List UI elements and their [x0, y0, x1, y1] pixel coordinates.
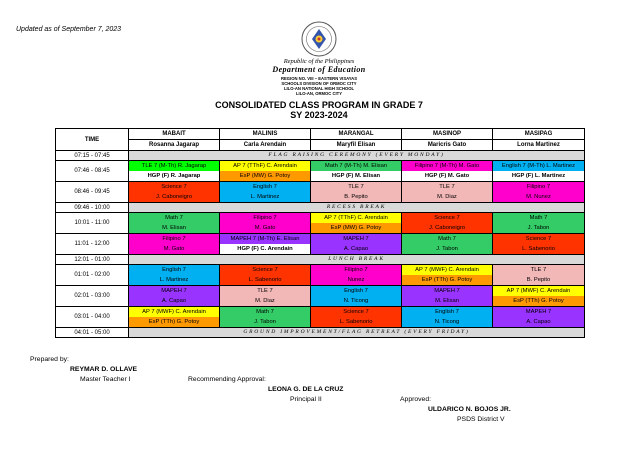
class-cell	[311, 265, 402, 286]
class-cell	[402, 234, 493, 255]
class-cell	[311, 286, 402, 307]
subject-line: English 7	[311, 286, 401, 296]
teacher-line: HGP (F) L. Martinez	[493, 171, 584, 181]
teacher-line: HGP (F) C. Arendain	[220, 244, 310, 254]
section-adviser: Carla Arendain	[220, 140, 311, 151]
subject-line: Science 7	[220, 265, 310, 275]
subject-line: Math 7	[129, 213, 219, 223]
page-title: CONSOLIDATED CLASS PROGRAM IN GRADE 7	[215, 100, 423, 110]
teacher-line: A. Capao	[129, 296, 219, 306]
class-cell	[402, 286, 493, 307]
class-cell	[402, 161, 493, 182]
break-label: LUNCH BREAK	[129, 255, 585, 265]
teacher-line: A. Capao	[311, 244, 401, 254]
section-adviser: Maryfil Elisan	[311, 140, 402, 151]
break-label: RECESS BREAK	[129, 203, 585, 213]
section-adviser: Rosanna Jagarap	[129, 140, 220, 151]
class-cell	[220, 161, 311, 182]
class-cell	[220, 234, 311, 255]
subject-line: English 7	[129, 265, 219, 275]
teacher-line: HGP (F) M. Elisan	[311, 171, 401, 181]
break-row	[56, 151, 585, 161]
section-name: MASIPAG	[493, 129, 585, 140]
class-cell	[402, 182, 493, 203]
teacher-line: M. Nunez	[493, 192, 584, 202]
class-cell	[220, 265, 311, 286]
subject-line: Filipino 7	[311, 265, 401, 275]
division-line: SCHOOLS DIVISION OF ORMOC CITY	[281, 81, 357, 86]
updated-date: Updated as of September 7, 2023	[16, 26, 122, 33]
teacher-line: B. Pepito	[311, 192, 401, 202]
teacher-line: HGP (F) R. Jagarap	[129, 171, 219, 181]
schedule-row	[56, 213, 585, 234]
class-cell	[129, 286, 220, 307]
teacher-line: J. Tabon	[402, 244, 492, 254]
subject-line: Science 7	[493, 234, 584, 244]
subject-line: TLE 7	[220, 286, 310, 296]
time-slot: 08:46 - 09:45	[56, 182, 129, 203]
class-cell	[220, 286, 311, 307]
teacher-line: L. Sabenorio	[493, 244, 584, 254]
class-cell	[493, 286, 585, 307]
teacher-line: M. Diaz	[402, 192, 492, 202]
subject-line: TLE 7	[311, 182, 401, 192]
subject-line: MAPEH 7	[493, 307, 584, 317]
subject-line: MAPEH 7	[129, 286, 219, 296]
prepared-by-label: Prepared by:	[30, 356, 69, 363]
class-cell	[129, 161, 220, 182]
break-label: GROUND IMPROVEMENT/FLAG RETREAT (EVERY FRIDAY)	[129, 328, 585, 338]
teacher-line: J. Tabon	[220, 317, 310, 327]
recommender-name: LEONA G. DE LA CRUZ	[268, 386, 344, 393]
subject-line: MAPEH 7 (M-Th) E. Elisan	[220, 234, 310, 244]
subject-line: English 7	[402, 307, 492, 317]
teacher-line: EsP (TTh) G. Potoy	[129, 317, 219, 327]
subject-line: TLE 7	[402, 182, 492, 192]
class-cell	[311, 307, 402, 328]
teacher-line: M. Gato	[129, 244, 219, 254]
time-slot: 01:01 - 02:00	[56, 265, 129, 286]
subject-line: Filipino 7	[129, 234, 219, 244]
subject-line: Science 7	[311, 307, 401, 317]
class-cell	[311, 234, 402, 255]
address-line: LILO-AN, ORMOC CITY	[295, 91, 343, 96]
teacher-line: L. Sabenorio	[220, 275, 310, 285]
subject-line: TLE 7	[493, 265, 584, 275]
class-cell	[220, 213, 311, 234]
class-cell	[311, 182, 402, 203]
class-cell	[493, 265, 585, 286]
subject-line: AP 7 (MWF) C. Arendain	[493, 286, 584, 296]
class-cell	[402, 265, 493, 286]
class-cell	[220, 182, 311, 203]
subject-line: Math 7	[220, 307, 310, 317]
schedule-body	[56, 151, 585, 338]
subject-line: Filipino 7 (M-Th) M. Gato	[402, 161, 492, 171]
break-row	[56, 203, 585, 213]
class-cell	[311, 161, 402, 182]
school-line: LILO-AN NATIONAL HIGH SCHOOL	[283, 86, 355, 91]
subject-line: MAPEH 7	[311, 234, 401, 244]
time-slot: 11:01 - 12:00	[56, 234, 129, 255]
class-cell	[220, 307, 311, 328]
class-cell	[493, 307, 585, 328]
time-slot: 03:01 - 04:00	[56, 307, 129, 328]
department-line: Department of Education	[272, 65, 366, 74]
teacher-line: EsP (TTh) G. Potoy	[402, 275, 492, 285]
teacher-line: Nunez	[311, 275, 401, 285]
schedule-row	[56, 182, 585, 203]
teacher-line: M. Elisan	[402, 296, 492, 306]
time-header: TIME	[56, 129, 129, 151]
approved-label: Approved:	[400, 396, 431, 403]
teacher-line: N. Ticong	[402, 317, 492, 327]
schedule-row	[56, 286, 585, 307]
class-cell	[402, 307, 493, 328]
class-cell	[129, 182, 220, 203]
teacher-line: EsP (TTh) G. Potoy	[493, 296, 584, 306]
time-slot: 07:46 - 08:45	[56, 161, 129, 182]
time-slot: 09:46 - 10:00	[56, 203, 129, 213]
region-line: REGION NO. VIII – EASTERN VISAYAS	[280, 76, 358, 81]
class-cell	[493, 213, 585, 234]
time-slot: 12:01 - 01:00	[56, 255, 129, 265]
subject-line: Filipino 7	[493, 182, 584, 192]
teacher-line: M. Elisan	[129, 223, 219, 233]
time-slot: 02:01 - 03:00	[56, 286, 129, 307]
teacher-line: J. Caboneigro	[129, 192, 219, 202]
time-slot: 04:01 - 05:00	[56, 328, 129, 338]
subject-line: Filipino 7	[220, 213, 310, 223]
schedule-row	[56, 265, 585, 286]
class-cell	[493, 182, 585, 203]
class-cell	[311, 213, 402, 234]
teacher-line: B. Pepito	[493, 275, 584, 285]
class-cell	[129, 265, 220, 286]
subject-line: MAPEH 7	[402, 286, 492, 296]
teacher-line: L. Martinez	[220, 192, 310, 202]
teacher-line: EsP (MW) G. Potoy	[311, 223, 401, 233]
teacher-line: EsP (MW) G. Potoy	[220, 171, 310, 181]
class-cell	[402, 213, 493, 234]
time-slot: 07:15 - 07:45	[56, 151, 129, 161]
subject-line: Science 7	[402, 213, 492, 223]
class-program-table	[55, 128, 585, 338]
schedule-row	[56, 307, 585, 328]
section-name: MABAIT	[129, 129, 220, 140]
section-name: MASINOP	[402, 129, 493, 140]
subject-line: Science 7	[129, 182, 219, 192]
break-row	[56, 328, 585, 338]
section-name: MARANGAL	[311, 129, 402, 140]
class-cell	[129, 307, 220, 328]
subject-line: Math 7	[402, 234, 492, 244]
schedule-row	[56, 161, 585, 182]
recommender-title: Principal II	[290, 396, 322, 403]
approver-name: ULDARICO N. BOJOS JR.	[428, 406, 511, 413]
teacher-line: J. Caboneigro	[402, 223, 492, 233]
subject-line: AP 7 (TThF) C. Arendain	[311, 213, 401, 223]
subject-line: Math 7 (M-Th) M. Elisan	[311, 161, 401, 171]
republic-line: Republic of the Philippines	[283, 58, 355, 65]
approver-title: PSDS District V	[457, 416, 505, 423]
class-cell	[129, 234, 220, 255]
teacher-line: L. Martinez	[129, 275, 219, 285]
preparer-title: Master Teacher I	[80, 376, 131, 383]
break-label: FLAG RAISING CEREMONY (EVERY MONDAY)	[129, 151, 585, 161]
schedule-row	[56, 234, 585, 255]
teacher-line: L. Sabenorio	[311, 317, 401, 327]
teacher-line: N. Ticong	[311, 296, 401, 306]
subject-line: AP 7 (MWF) C. Arendain	[129, 307, 219, 317]
class-cell	[129, 213, 220, 234]
deped-seal-icon	[301, 21, 337, 57]
subject-line: AP 7 (MWF) C. Arendain	[402, 265, 492, 275]
section-name: MALINIS	[220, 129, 311, 140]
subject-line: English 7	[220, 182, 310, 192]
class-cell	[493, 161, 585, 182]
recommending-label: Recommending Approval:	[188, 376, 266, 383]
section-adviser: Lorna Martinez	[493, 140, 585, 151]
teacher-line: HGP (F) M. Gato	[402, 171, 492, 181]
teacher-line: M. Diaz	[220, 296, 310, 306]
subject-line: English 7 (M-Th) L. Martinez	[493, 161, 584, 171]
preparer-name: REYMAR D. OLLAVE	[70, 366, 138, 373]
teacher-line: A. Capao	[493, 317, 584, 327]
subject-line: AP 7 (TThF) C. Arendain	[220, 161, 310, 171]
teacher-line: M. Gato	[220, 223, 310, 233]
break-row	[56, 255, 585, 265]
time-slot: 10:01 - 11:00	[56, 213, 129, 234]
subject-line: Math 7	[493, 213, 584, 223]
subject-line: TLE 7 (M-Th) R. Jagarap	[129, 161, 219, 171]
school-year: SY 2023-2024	[290, 110, 348, 120]
teacher-line: J. Tabon	[493, 223, 584, 233]
class-cell	[493, 234, 585, 255]
section-adviser: Maricris Gato	[402, 140, 493, 151]
